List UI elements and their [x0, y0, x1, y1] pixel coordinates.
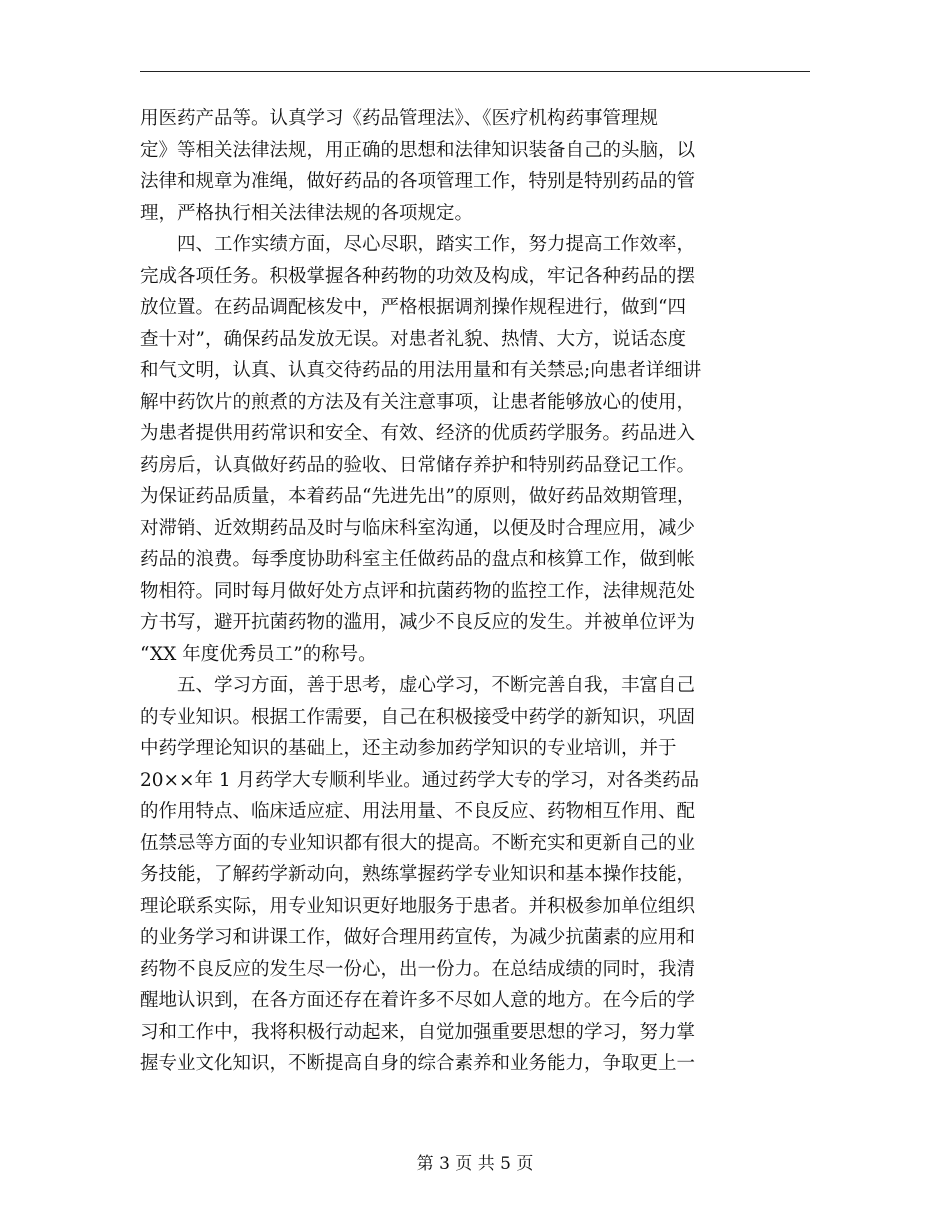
text-line: 为保证药品质量，本着药品“先进先出”的原则，做好药品效期管理， — [140, 486, 696, 507]
text-line: 理，严格执行相关法律法规的各项规定。 — [140, 202, 474, 224]
text-line: 解中药饮片的煎煮的方法及有关注意事项，让患者能够放心的使用， — [140, 391, 696, 413]
text-line: 理论联系实际，用专业知识更好地服务于患者。并积极参加单位组织 — [140, 895, 696, 917]
text-line: 的专业知识。根据工作需要，自己在积极接受中药学的新知识，巩固 — [140, 706, 696, 728]
text-line: 中药学理论知识的基础上，还主动参加药学知识的专业培训，并于 — [140, 738, 677, 759]
text-line: 握专业文化知识，不断提高自身的综合素养和业务能力，争取更上一 — [140, 1053, 696, 1074]
text-line: 为患者提供用药常识和安全、有效、经济的优质药学服务。药品进入 — [140, 423, 696, 444]
text-line: 定》等相关法律法规，用正确的思想和法律知识装备自己的头脑，以 — [140, 139, 696, 161]
document-body — [140, 103, 810, 1080]
text-line: 务技能，了解药学新动向，熟练掌握药学专业知识和基本操作技能， — [140, 864, 696, 885]
text-line: 用医药产品等。认真学习《药品管理法》、《医疗机构药事管理规 — [140, 108, 659, 129]
text-line: 查十对”，确保药品发放无误。对患者礼貌、热情、大方，说话态度 — [140, 328, 686, 350]
text-line: 五、学习方面，善于思考，虚心学习，不断完善自我，丰富自己 — [140, 675, 696, 696]
text-line: 20××年 1 月药学大专顺利毕业。通过药学大专的学习，对各类药品 — [140, 769, 700, 791]
text-line: 醒地认识到，在各方面还存在着许多不尽如人意的地方。在今后的学 — [140, 990, 696, 1011]
text-line: 习和工作中，我将积极行动起来，自觉加强重要思想的学习，努力掌 — [140, 1021, 696, 1043]
text-line: 药房后，认真做好药品的验收、日常储存养护和特别药品登记工作。 — [140, 454, 696, 476]
page-number: 第 3 页 共 5 页 — [416, 1154, 534, 1174]
text-line: 放位置。在药品调配核发中，严格根据调剂操作规程进行，做到“四 — [140, 297, 686, 318]
text-line: 伍禁忌等方面的专业知识都有很大的提高。不断充实和更新自己的业 — [140, 832, 696, 854]
text-line: 药品的浪费。每季度协助科室主任做药品的盘点和核算工作，做到帐 — [140, 549, 696, 570]
text-line: 法律和规章为准绳，做好药品的各项管理工作，特别是特别药品的管 — [140, 171, 696, 192]
text-line: 对滞销、近效期药品及时与临床科室沟通，以便及时合理应用，减少 — [140, 517, 696, 539]
text-line: “XX 年度优秀员工”的称号。 — [140, 643, 377, 665]
text-line: 的作用特点、临床适应症、用法用量、不良反应、药物相互作用、配 — [140, 801, 696, 822]
header-rule — [140, 71, 810, 72]
text-line: 方书写，避开抗菌药物的滥用，减少不良反应的发生。并被单位评为 — [140, 612, 696, 633]
text-line: 的业务学习和讲课工作，做好合理用药宣传，为减少抗菌素的应用和 — [140, 927, 696, 948]
text-line: 药物不良反应的发生尽一份心，出一份力。在总结成绩的同时，我清 — [140, 958, 696, 980]
text-line: 物相符。同时每月做好处方点评和抗菌药物的监控工作，法律规范处 — [140, 580, 696, 602]
text-line: 四、工作实绩方面，尽心尽职，踏实工作，努力提高工作效率， — [140, 234, 696, 255]
text-line: 完成各项任务。积极掌握各种药物的功效及构成，牢记各种药品的摆 — [140, 265, 696, 287]
text-line: 和气文明，认真、认真交待药品的用法用量和有关禁忌;向患者详细讲 — [140, 360, 702, 381]
